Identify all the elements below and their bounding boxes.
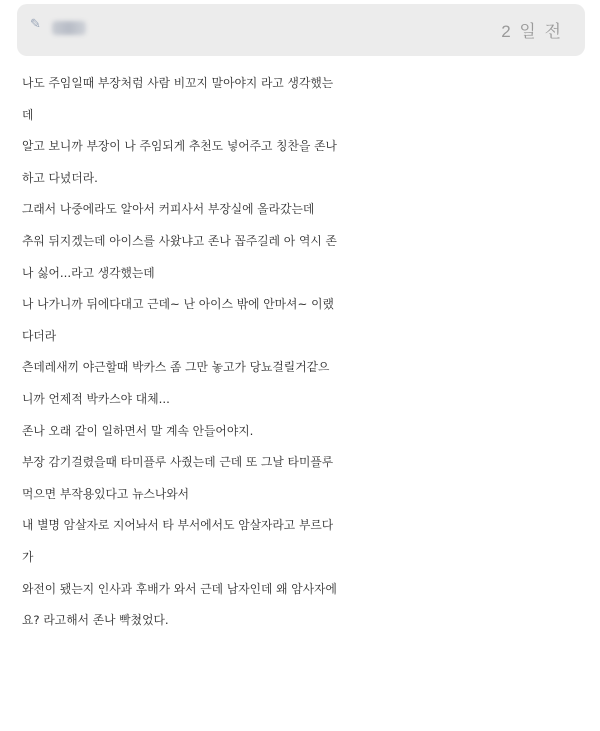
post-header [17,4,585,56]
post-line: 니까 언제적 박카스야 대체... [22,391,170,406]
post-line: 알고 보니까 부장이 나 주임되게 추천도 넣어주고 칭찬을 존나 [22,139,337,154]
post-line: 내 별명 암살자로 지어놔서 타 부서에서도 암살자라고 부르다 [22,518,334,533]
post-line: 데 [22,107,34,122]
post-line: 추워 뒤지겠는데 아이스를 사왔냐고 존나 꼽주길레 아 역시 존 [22,233,337,248]
post-line: 나 싫어...라고 생각했는데 [22,265,155,280]
post-line: 다더라 [22,328,57,343]
post-time: 2 일 전 [501,22,563,41]
post-line: 츤데레새끼 야근할때 박카스 좀 그만 놓고가 당뇨걸릴거같으 [22,360,330,375]
post-line: 먹으면 부작용있다고 뉴스나와서 [22,486,190,501]
post-line: 요? 라고해서 존나 빡쳤었다. [22,613,169,628]
post-line: 부장 감기걸렸을때 타미플루 사줬는데 근데 또 그날 타미플루 [22,455,334,470]
author-name-blurred [52,21,86,35]
post-line: 나 나가니까 뒤에다대고 근데~ 난 아이스 밖에 안마셔~ 이랬 [22,297,334,312]
post-line: 나도 주임일때 부장처럼 사람 비꼬지 말아야지 라고 생각했는 [22,76,334,90]
post-line: 그래서 나중에라도 알아서 커피사서 부장실에 올라갔는데 [22,202,315,217]
post-line: 가 [22,549,34,564]
post-line: 하고 다녔더라. [22,170,98,185]
post-body [22,68,590,637]
post-line: 와전이 됐는지 인사과 후배가 와서 근데 남자인데 왜 암사자에 [22,581,337,596]
pencil-icon: ✎ [30,17,41,32]
post-line: 존나 오래 같이 일하면서 말 계속 안들어야지. [22,423,254,438]
